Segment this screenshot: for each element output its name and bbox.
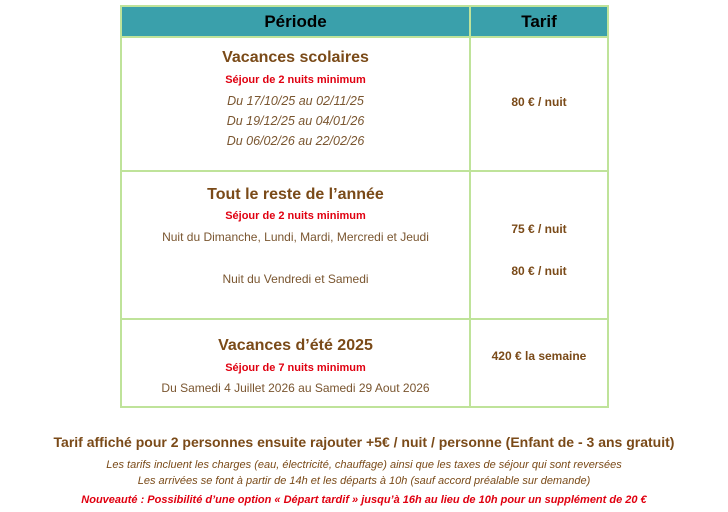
row-title: Tout le reste de l’année [207,186,384,203]
date-range: Du 17/10/25 au 02/11/25 [227,94,364,108]
price: 420 € la semaine [491,349,587,363]
tarif-note: Tarif affiché pour 2 personnes ensuite rajouter +5€ / nuit / personne (Enfant de - 3 ans gratuit) [53,434,675,450]
arrivals-note: Les arrivées se font à partir de 14h et les départs à 10h (sauf accord préalable sur demande) [137,475,591,487]
new-option-note: Nouveauté : Possibilité d’une option « Départ tardif » jusqu’à 16h au lieu de 10h pour un supplément de 20 € [81,494,647,506]
date-range: Du Samedi 4 Juillet 2026 au Samedi 29 Aout 2026 [161,381,430,395]
price-weekday: 75 € / nuit [511,222,567,236]
pricing-table [120,5,609,408]
row-vacances-scolaires [122,38,471,172]
min-stay: Séjour de 2 nuits minimum [225,210,366,222]
row-title: Vacances scolaires [222,49,369,66]
header-tarif: Tarif [471,7,607,38]
header-period: Période [122,7,471,38]
price-cell [471,38,607,172]
date-range: Du 06/02/26 au 22/02/26 [226,134,365,148]
price-weekend: 80 € / nuit [511,264,567,278]
price-cell [471,172,607,320]
weekday-nights: Nuit du Dimanche, Lundi, Mardi, Mercredi et Jeudi [162,230,429,244]
row-reste-annee [122,172,471,320]
weekend-nights: Nuit du Vendredi et Samedi [222,272,369,286]
min-stay: Séjour de 7 nuits minimum [225,362,366,374]
row-vacances-ete [122,320,471,406]
row-title: Vacances d’été 2025 [218,337,373,354]
charges-note: Les tarifs incluent les charges (eau, électricité, chauffage) ainsi que les taxes de séjour qui sont reversées [106,459,622,471]
date-range: Du 19/12/25 au 04/01/26 [226,114,365,128]
min-stay: Séjour de 2 nuits minimum [225,74,366,86]
price: 80 € / nuit [511,95,567,109]
price-cell [471,320,607,406]
